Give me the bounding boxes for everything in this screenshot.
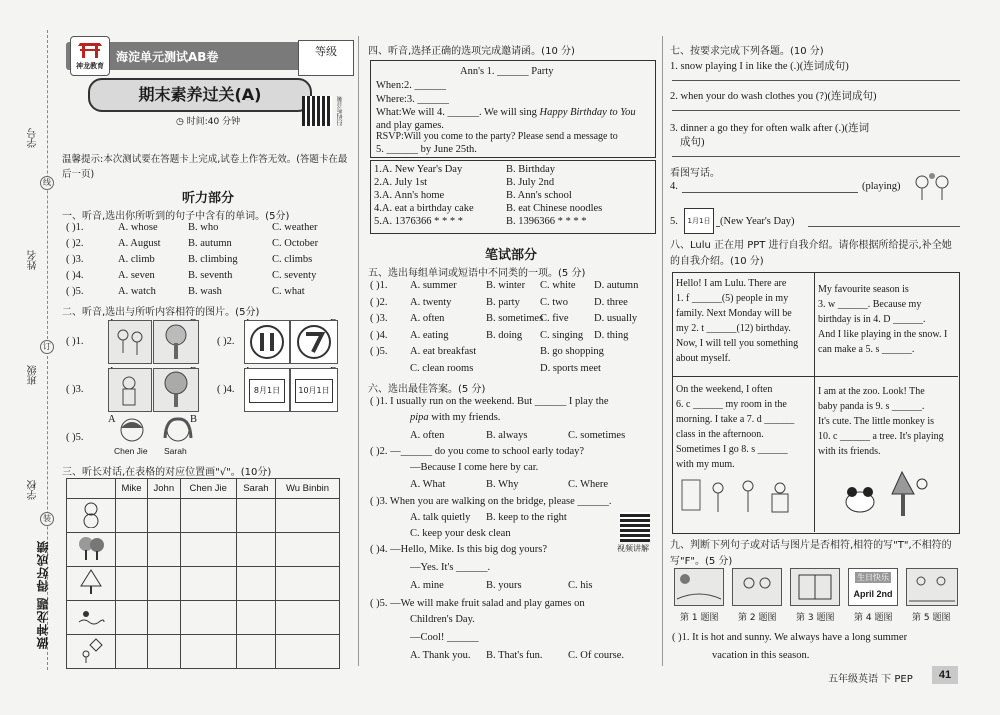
- q7-1-answer-line[interactable]: [672, 80, 960, 81]
- grid-cell[interactable]: [236, 533, 275, 567]
- q2-5-label-b: B: [190, 414, 198, 425]
- q7-2-answer-line[interactable]: [672, 110, 960, 111]
- window-scene-icon: [791, 569, 839, 605]
- q6-1-opt-c[interactable]: C. sometimes: [568, 430, 626, 441]
- q6-4-opt-c[interactable]: C. his: [568, 580, 593, 591]
- q1-option[interactable]: C. climbs: [272, 254, 313, 265]
- row-icon-swimming: [67, 601, 116, 635]
- row-icon-autumn-tree: [67, 567, 116, 601]
- card-when: When:2. ______: [376, 80, 446, 91]
- sunny-beach-icon: [675, 569, 723, 605]
- q2-2-picture-a[interactable]: [244, 320, 290, 364]
- slide-1: [676, 276, 798, 366]
- calendar-date-b: 10月1日: [295, 379, 333, 403]
- q1-option[interactable]: B. who: [188, 222, 219, 233]
- col-john: John: [147, 479, 180, 499]
- q4-option-b[interactable]: B. Birthday: [506, 164, 555, 175]
- q5-option[interactable]: D. three: [594, 296, 628, 308]
- q1-option[interactable]: B. wash: [188, 286, 222, 297]
- q6-2-opt-a[interactable]: A. What: [410, 479, 446, 490]
- q2-title: 二、听音,选出与所听内容相符的图片。(5分): [62, 307, 260, 318]
- q7-5-num: 5.: [670, 216, 678, 227]
- slide-line: birthday is in 4. D ______.: [818, 314, 926, 325]
- row-icon-trees: [67, 533, 116, 567]
- page-number: 41: [932, 666, 958, 684]
- gate-icon: [75, 40, 105, 60]
- q9-picture-label: 第 3 题图: [796, 613, 835, 623]
- q5-option[interactable]: A. twenty: [410, 296, 452, 308]
- q1-option[interactable]: C. October: [272, 238, 319, 249]
- slide-3: [676, 382, 794, 472]
- grid-cell[interactable]: [236, 499, 275, 533]
- q9-picture-1[interactable]: [674, 568, 724, 606]
- card-what: What:We will 4. ______. We will sing Happy Birthday to You: [376, 107, 636, 118]
- q2-4-calendar-b[interactable]: [290, 368, 338, 412]
- grid-cell[interactable]: [276, 601, 340, 635]
- q1-option[interactable]: A. whose: [118, 222, 158, 233]
- q2-5-picture-b[interactable]: [156, 416, 200, 448]
- q2-5-label-a: A: [108, 414, 116, 425]
- q6-3-opt-c[interactable]: C. keep your desk clean: [410, 528, 511, 539]
- q2-1-picture-a[interactable]: [108, 320, 152, 364]
- q9-picture-4[interactable]: [848, 568, 898, 606]
- slide-line: my 2. t ______(12) birthday.: [676, 323, 791, 334]
- people-scene-icon: [109, 369, 151, 411]
- q5-option[interactable]: B. winter: [486, 280, 526, 291]
- grid-cell[interactable]: [276, 567, 340, 601]
- q6-3-opt-b[interactable]: B. keep to the right: [486, 512, 567, 523]
- grid-cell[interactable]: [236, 601, 275, 635]
- birthday-card-date: April 2nd: [853, 589, 893, 599]
- tree-scene-icon: [154, 321, 198, 363]
- slide-4: [818, 384, 944, 459]
- row-icon-kite: [67, 635, 116, 669]
- q5-option[interactable]: C. white: [540, 280, 576, 291]
- q6-3-stem: ( )3. When you are walking on the bridge, please ______.: [370, 496, 612, 507]
- q5-option[interactable]: C. singing: [540, 329, 584, 341]
- girl-portrait-icon: [156, 416, 200, 448]
- q1-option[interactable]: B. autumn: [188, 238, 232, 249]
- q2-num-5: ( )5.: [66, 432, 84, 443]
- q5-item-number: ( )5.: [370, 346, 388, 357]
- card-title: Ann's 1. ______ Party: [460, 66, 554, 77]
- q1-option[interactable]: B. climbing: [188, 254, 238, 265]
- q1-item-number: ( )2.: [66, 238, 84, 249]
- grid-cell[interactable]: [236, 635, 275, 669]
- snowball-fight-icon: [908, 168, 956, 202]
- birthday-card-text: 生日快乐: [857, 573, 889, 582]
- q9-picture-5[interactable]: [906, 568, 958, 606]
- fruit-picking-icon: [154, 369, 198, 411]
- q2-5-picture-a[interactable]: [110, 416, 154, 448]
- q2-num-4: ( )4.: [217, 384, 235, 395]
- slide-line: Sometimes I go 8. s ______: [676, 444, 788, 455]
- q4-option-b[interactable]: B. July 2nd: [506, 177, 555, 188]
- seal-mark-3: 装: [40, 512, 54, 526]
- q7-5-answer-line-2[interactable]: [808, 226, 960, 227]
- grid-cell[interactable]: [147, 533, 180, 567]
- q5-option[interactable]: C. two: [540, 296, 569, 308]
- slide-line: 10. c ______ a tree. It's playing: [818, 431, 944, 442]
- grid-cell[interactable]: [180, 533, 236, 567]
- autumn-tree-icon: [76, 568, 106, 596]
- grid-cell[interactable]: [116, 499, 148, 533]
- q9-picture-label: 第 1 题图: [680, 613, 719, 623]
- q6-2-opt-c[interactable]: C. Where: [568, 479, 609, 490]
- grid-cell[interactable]: [147, 567, 180, 601]
- series-name: 海淀单元测试AB卷: [116, 50, 219, 64]
- q4-option-a[interactable]: 4.A. eat a birthday cake: [374, 203, 474, 214]
- slide-line: 6. c ______ my room in the: [676, 399, 787, 410]
- q7-4-hint: (playing): [862, 181, 901, 192]
- grid-cell[interactable]: [116, 533, 148, 567]
- grid-cell[interactable]: [276, 635, 340, 669]
- q5-option[interactable]: D. usually: [594, 313, 638, 324]
- q2-3-picture-a[interactable]: [108, 368, 152, 412]
- slide-line: Hello! I am Lulu. There are: [676, 278, 787, 289]
- q7-4-num: 4.: [670, 181, 678, 192]
- q4-option-a[interactable]: 5.A. 1376366 * * * *: [374, 216, 463, 227]
- q6-5-opt-b[interactable]: B. That's fun.: [486, 650, 543, 661]
- q6-5-stem-cont: Children's Day.: [410, 614, 475, 625]
- slide-line: class in the afternoon.: [676, 429, 764, 440]
- q6-1-opt-a[interactable]: A. often: [410, 430, 445, 441]
- q1-option[interactable]: A. August: [118, 238, 161, 249]
- school-label: 学校: [28, 480, 39, 500]
- q6-1-stem: ( )1. I usually run on the weekend. But ______ I play the: [370, 396, 609, 407]
- name-label: 姓名: [28, 250, 39, 270]
- slogan: 做神龙题 得好成绩: [36, 540, 50, 650]
- col-wu-binbin: Wu Binbin: [276, 479, 340, 499]
- q9-picture-label: 第 2 题图: [738, 613, 777, 623]
- q6-4-opt-a[interactable]: A. mine: [410, 580, 444, 591]
- q5-item-number: ( )2.: [370, 296, 388, 308]
- slide-line: morning. I take a 7. d ______: [676, 414, 795, 425]
- q5-option[interactable]: D. thing: [594, 329, 629, 341]
- ppt-divider-h: [672, 376, 958, 377]
- grid-cell[interactable]: [116, 601, 148, 635]
- family-scene-icon: [733, 569, 781, 605]
- q2-2-picture-b[interactable]: [290, 320, 338, 364]
- q4-option-b[interactable]: B. eat Chinese noodles: [506, 203, 603, 214]
- video-qr-label: 视频讲解: [617, 544, 649, 553]
- q6-2-reply: —Because I come here by car.: [410, 462, 539, 473]
- q6-5-opt-c[interactable]: C. Of course.: [568, 650, 624, 661]
- q5-option[interactable]: B. party: [486, 296, 520, 308]
- q5-option[interactable]: B. go shopping: [540, 346, 604, 357]
- number-eleven-icon: [245, 321, 289, 363]
- q9-picture-2[interactable]: [732, 568, 782, 606]
- q5-option[interactable]: C. clean rooms: [410, 362, 474, 374]
- col-chen-jie: Chen Jie: [180, 479, 236, 499]
- slide-line: 3. w ______. Because my: [818, 299, 922, 310]
- column-separator-1: [358, 36, 359, 666]
- q6-4-opt-b[interactable]: B. yours: [486, 580, 522, 591]
- q5-title: 五、选出每组单词或短语中不同类的一项。(5 分): [368, 268, 586, 279]
- q2-num-1: ( )1.: [66, 336, 84, 347]
- q7-1: 1. snow playing I in like the (.)(连词成句): [670, 61, 849, 72]
- slide-line: On the weekend, I often: [676, 384, 773, 395]
- q9-1-stem: ( )1. It is hot and sunny. We always have a long summer: [672, 632, 908, 643]
- slide-line: Now, I will tell you something: [676, 338, 799, 349]
- slide-line: My favourite season is: [818, 284, 909, 295]
- q3-title: 三、听长对话,在表格的对应位置画"√"。(10分): [62, 467, 272, 478]
- q7-5-hint: (New Year's Day): [720, 216, 795, 227]
- new-year-calendar: 1月1日: [684, 208, 714, 234]
- q6-2-opt-b[interactable]: B. Why: [486, 479, 519, 490]
- grid-cell[interactable]: [147, 601, 180, 635]
- grid-cell[interactable]: [236, 567, 275, 601]
- q4-option-b[interactable]: B. 1396366 * * * *: [506, 216, 587, 227]
- row-icon-snowman: [67, 499, 116, 533]
- q1-option[interactable]: C. seventy: [272, 270, 317, 281]
- slide-line: It's cute. The little monkey is: [818, 416, 935, 427]
- ppt-divider-v: [814, 272, 815, 532]
- listening-qr-code[interactable]: [302, 96, 332, 126]
- slide-line: family. Next Monday will be: [676, 308, 792, 319]
- q6-title: 六、选出最佳答案。(5 分): [368, 384, 486, 395]
- q2-num-2: ( )2.: [217, 336, 235, 347]
- q5-option[interactable]: A. often: [410, 313, 445, 324]
- look-and-write: 看图写话。: [670, 168, 720, 179]
- time-limit: ◷ 时间:40 分钟: [176, 117, 241, 127]
- scan-hint: 扫码听音频: [337, 96, 344, 126]
- daily-activities-illustration: [676, 470, 806, 526]
- q6-5-opt-a[interactable]: A. Thank you.: [410, 650, 471, 661]
- grade-box: [298, 40, 354, 76]
- grid-cell[interactable]: [180, 635, 236, 669]
- q6-4-stem: ( )4. —Hello, Mike. Is this big dog yours?: [370, 544, 548, 555]
- grade-label: 等级: [315, 45, 337, 58]
- q7-3: 3. dinner a go they for often walk after (.)(连词: [670, 123, 870, 134]
- grid-cell[interactable]: [116, 567, 148, 601]
- children-playing-icon: [109, 321, 151, 363]
- snowman-icon: [76, 500, 106, 528]
- card-where: Where:3. ______: [376, 94, 449, 105]
- card-rsvp: RSVP:Will you come to the party? Please send a message to: [376, 131, 618, 142]
- q7-title: 七、按要求完成下列各题。(10 分): [670, 46, 824, 57]
- grid-cell[interactable]: [276, 533, 340, 567]
- q1-option[interactable]: A. climb: [118, 254, 155, 265]
- q1-item-number: ( )4.: [66, 270, 84, 281]
- q6-1-opt-b[interactable]: B. always: [486, 430, 528, 441]
- card-deadline: 5. ______ by June 25th.: [376, 144, 477, 155]
- q2-name-sarah: Sarah: [164, 446, 187, 456]
- q7-2: 2. when your do wash clothes you (?)(连词成句): [670, 91, 877, 102]
- q6-1-stem-cont: pipa with my friends.: [410, 412, 501, 423]
- grid-cell[interactable]: [116, 635, 148, 669]
- q5-option[interactable]: A. summer: [410, 280, 457, 291]
- q4-option-b[interactable]: B. Ann's school: [506, 190, 572, 201]
- q5-option[interactable]: D. autumn: [594, 280, 639, 291]
- slide-line: with its friends.: [818, 446, 881, 457]
- q2-name-chen-jie: Chen Jie: [114, 446, 148, 456]
- grid-cell[interactable]: [180, 499, 236, 533]
- q5-option[interactable]: A. eat breakfast: [410, 346, 477, 357]
- grid-corner: [67, 479, 116, 499]
- outdoor-children-icon: [907, 569, 957, 605]
- grid-cell[interactable]: [147, 499, 180, 533]
- calendar-date-a: 8月1日: [249, 379, 285, 403]
- brand-logo: 神龙教育: [70, 36, 110, 76]
- q5-option[interactable]: D. sports meet: [540, 362, 601, 374]
- footer-book: 五年级英语 下 PEP: [828, 674, 913, 685]
- q9-1-stem-cont: vacation in this season.: [712, 650, 810, 661]
- instruction-tip: 温馨提示:本次测试要在答题卡上完成,试卷上作答无效。(答题卡在最后一页): [62, 154, 348, 180]
- q9-picture-label: 第 4 题图: [854, 613, 893, 623]
- swimming-icon: [76, 602, 106, 630]
- q5-option[interactable]: C. five: [540, 313, 569, 324]
- q7-4-answer-line[interactable]: [682, 192, 858, 193]
- q2-1-picture-b[interactable]: [153, 320, 199, 364]
- trees-icon: [76, 534, 106, 562]
- q2-3-picture-b[interactable]: [153, 368, 199, 412]
- slide-line: with my mum.: [676, 459, 735, 470]
- q6-4-reply: —Yes. It's ______.: [410, 562, 491, 573]
- slide-line: And I like playing in the snow. I: [818, 329, 948, 340]
- q6-3-opt-a[interactable]: A. talk quietly: [410, 512, 471, 523]
- q7-3-cont: 成句): [680, 137, 705, 148]
- q4-option-a[interactable]: 3.A. Ann's home: [374, 190, 445, 201]
- written-heading: 笔试部分: [484, 248, 537, 263]
- seal-mark-2: 订: [40, 340, 54, 354]
- q7-3-answer-line[interactable]: [672, 156, 960, 157]
- listening-heading: 听力部分: [181, 191, 234, 206]
- slide-2: [818, 282, 947, 357]
- col-sarah: Sarah: [236, 479, 275, 499]
- card-games: and play games.: [376, 120, 444, 131]
- q1-option[interactable]: C. weather: [272, 222, 318, 233]
- q2-4-calendar-a[interactable]: [244, 368, 290, 412]
- q5-item-number: ( )3.: [370, 313, 388, 324]
- video-qr-code[interactable]: [620, 512, 650, 542]
- q1-item-number: ( )3.: [66, 254, 84, 265]
- class-label: 班级: [28, 365, 39, 385]
- col-mike: Mike: [116, 479, 148, 499]
- zoo-panda-monkey-illustration: [832, 464, 952, 524]
- slide-line: about myself.: [676, 353, 731, 364]
- q1-option[interactable]: A. watch: [118, 286, 156, 297]
- kite-flying-icon: [76, 636, 106, 664]
- q6-5-reply: —Cool! ______: [410, 632, 479, 643]
- q1-item-number: ( )1.: [66, 222, 84, 233]
- q1-option[interactable]: C. what: [272, 286, 305, 297]
- grid-cell[interactable]: [180, 567, 236, 601]
- q2-num-3: ( )3.: [66, 384, 84, 395]
- grid-cell[interactable]: [276, 499, 340, 533]
- q6-2-stem: ( )2. —______ do you come to school early today?: [370, 446, 585, 457]
- q5-option[interactable]: A. eating: [410, 329, 449, 341]
- q4-option-a[interactable]: 1.A. New Year's Day: [374, 164, 463, 175]
- q1-option[interactable]: A. seven: [118, 270, 155, 281]
- seal-mark-1: 线: [40, 176, 54, 190]
- slide-line: can make a 5. s ______.: [818, 344, 915, 355]
- q3-answer-grid: [66, 478, 340, 669]
- slide-line: I am at the zoo. Look! The: [818, 386, 925, 397]
- q4-title: 四、听音,选择正确的选项完成邀请函。(10 分): [368, 46, 575, 57]
- q9-picture-label: 第 5 题图: [912, 613, 951, 623]
- q9-title: 九、判断下列句子或对话与图片是否相符,相符的写"T",不相符的写"F"。(5 分): [670, 540, 952, 567]
- q4-option-a[interactable]: 2.A. July 1st: [374, 177, 428, 188]
- column-separator-2: [662, 36, 663, 666]
- slide-line: baby panda is 9. s ______.: [818, 401, 925, 412]
- slide-line: 1. f ______(5) people in my: [676, 293, 789, 304]
- q6-5-stem: ( )5. —We will make fruit salad and play games on: [370, 598, 585, 609]
- grid-cell[interactable]: [147, 635, 180, 669]
- q5-option[interactable]: B. doing: [486, 329, 523, 341]
- q5-option[interactable]: B. sometimes: [486, 313, 544, 324]
- q9-picture-3[interactable]: [790, 568, 840, 606]
- grid-cell[interactable]: [180, 601, 236, 635]
- q5-item-number: ( )1.: [370, 280, 388, 291]
- q5-item-number: ( )4.: [370, 329, 388, 341]
- q1-title: 一、听音,选出你所听到的句子中含有的单词。(5分): [62, 211, 290, 222]
- q1-option[interactable]: B. seventh: [188, 270, 233, 281]
- boy-portrait-icon: [110, 416, 154, 448]
- student-no-label: 学号: [28, 128, 39, 148]
- number-seven-icon: [291, 321, 337, 363]
- q1-item-number: ( )5.: [66, 286, 84, 297]
- q8-title: 八、Lulu 正在用 PPT 进行自我介绍。请你根据所给提示,补全她的自我介绍。(10 分): [670, 240, 952, 267]
- exam-title: 期末素养过关(A): [88, 78, 312, 112]
